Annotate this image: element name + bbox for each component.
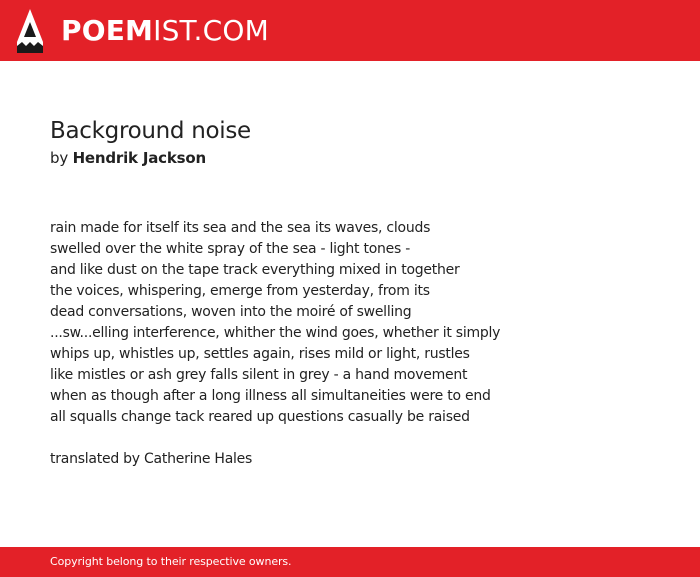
- site-footer: [0, 547, 700, 577]
- site-logo-link[interactable]: [17, 9, 269, 53]
- copyright-text: Copyright belong to their respective owners.: [50, 555, 292, 568]
- poem-line: whips up, whistles up, settles again, rises mild or light, rustles: [50, 346, 470, 362]
- poem-line: when as though after a long illness all simultaneities were to end: [50, 388, 491, 404]
- pencil-tip-icon: [17, 9, 43, 53]
- poem-byline: [50, 147, 650, 169]
- poem-author: Hendrik Jackson: [72, 149, 206, 167]
- site-header: [0, 0, 700, 61]
- poem-line: swelled over the white spray of the sea - light tones -: [50, 241, 411, 257]
- poem-line: dead conversations, woven into the moiré of swelling: [50, 304, 412, 320]
- poem-heading: [50, 115, 650, 169]
- poem-line: the voices, whispering, emerge from yesterday, from its: [50, 283, 430, 299]
- poem-line: all squalls change tack reared up questions casually be raised: [50, 409, 470, 425]
- logo-bold-part: POEM: [61, 14, 154, 47]
- by-label: by: [50, 149, 68, 167]
- poem-line: rain made for itself its sea and the sea its waves, clouds: [50, 220, 431, 236]
- translator-note: translated by Catherine Hales: [50, 451, 253, 467]
- poem-body: [50, 218, 670, 428]
- logo-light-part: IST.COM: [153, 14, 269, 47]
- site-logo-text: [61, 9, 269, 53]
- poem-title: Background noise: [50, 118, 251, 144]
- poem-line: ...sw...elling interference, whither the wind goes, whether it simply: [50, 325, 501, 341]
- poem-line: like mistles or ash grey falls silent in grey - a hand movement: [50, 367, 468, 383]
- poem-line: and like dust on the tape track everything mixed in together: [50, 262, 460, 278]
